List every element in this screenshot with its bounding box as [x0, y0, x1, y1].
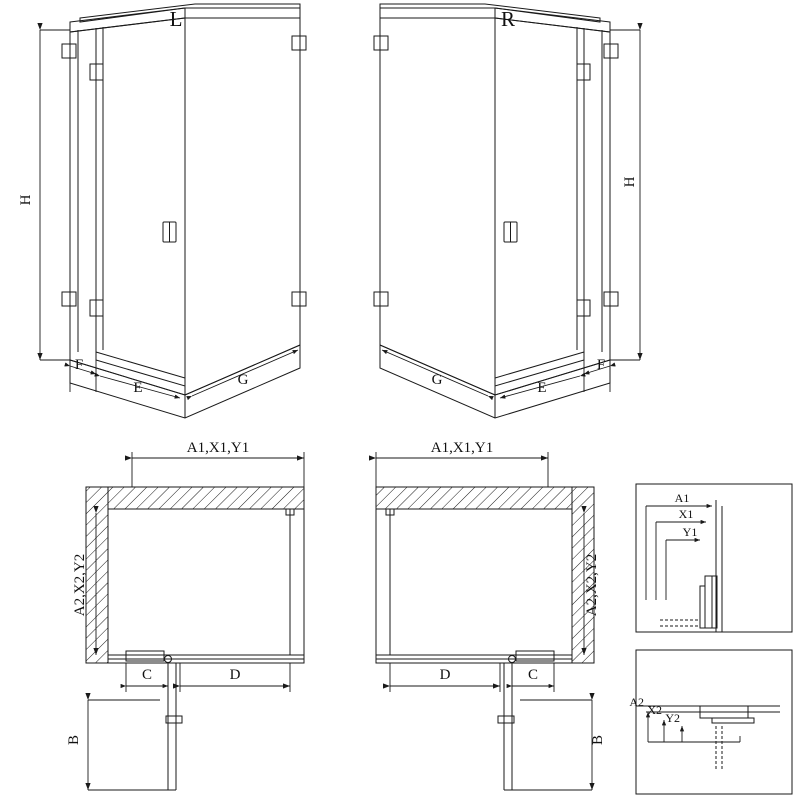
label-D-right: D: [439, 667, 451, 683]
label-E-right: E: [537, 380, 547, 396]
label-Y2-detail: Y2: [665, 711, 680, 725]
label-X2-detail: X2: [647, 703, 662, 717]
label-C-left: C: [141, 667, 153, 683]
label-G-right: G: [431, 372, 443, 388]
dimension-H-right: [610, 30, 640, 360]
label-A1X1Y1-right: A1,X1,Y1: [430, 440, 494, 456]
view-plan-right: [376, 452, 594, 790]
label-B-right: B: [590, 734, 606, 746]
label-A1X1Y1-left: A1,X1,Y1: [186, 440, 250, 456]
label-H-right: H: [622, 176, 638, 188]
label-H-left: H: [18, 194, 34, 206]
label-G-left: G: [237, 372, 249, 388]
label-A2-detail: A2: [629, 695, 644, 709]
label-F-right: F: [596, 357, 606, 373]
label-B-left: B: [66, 734, 82, 746]
label-hand-right: R: [500, 7, 516, 31]
view-plan-left: [86, 452, 304, 790]
detail-horizontal: [636, 484, 792, 632]
dimension-H-left: [40, 30, 70, 360]
label-hand-left: L: [169, 7, 183, 31]
dimension-B-left: [88, 700, 168, 790]
dimension-A1X1Y1-left: [132, 452, 304, 487]
view-elevation-right: [374, 4, 640, 418]
label-Y1-detail: Y1: [682, 525, 698, 539]
label-D-left: D: [229, 667, 241, 683]
dimension-B-right: [512, 700, 592, 790]
label-A2X2Y2-right: A2,X2,Y2: [584, 553, 600, 617]
label-X1-detail: X1: [678, 507, 694, 521]
label-E-left: E: [133, 380, 143, 396]
label-F-left: F: [74, 357, 84, 373]
label-A1-detail: A1: [674, 491, 690, 505]
label-C-right: C: [527, 667, 539, 683]
detail-vertical: [636, 650, 792, 794]
label-A2X2Y2-left: A2,X2,Y2: [72, 553, 88, 617]
dimension-A1X1Y1-right: [376, 452, 548, 487]
view-elevation-left: [40, 4, 306, 418]
